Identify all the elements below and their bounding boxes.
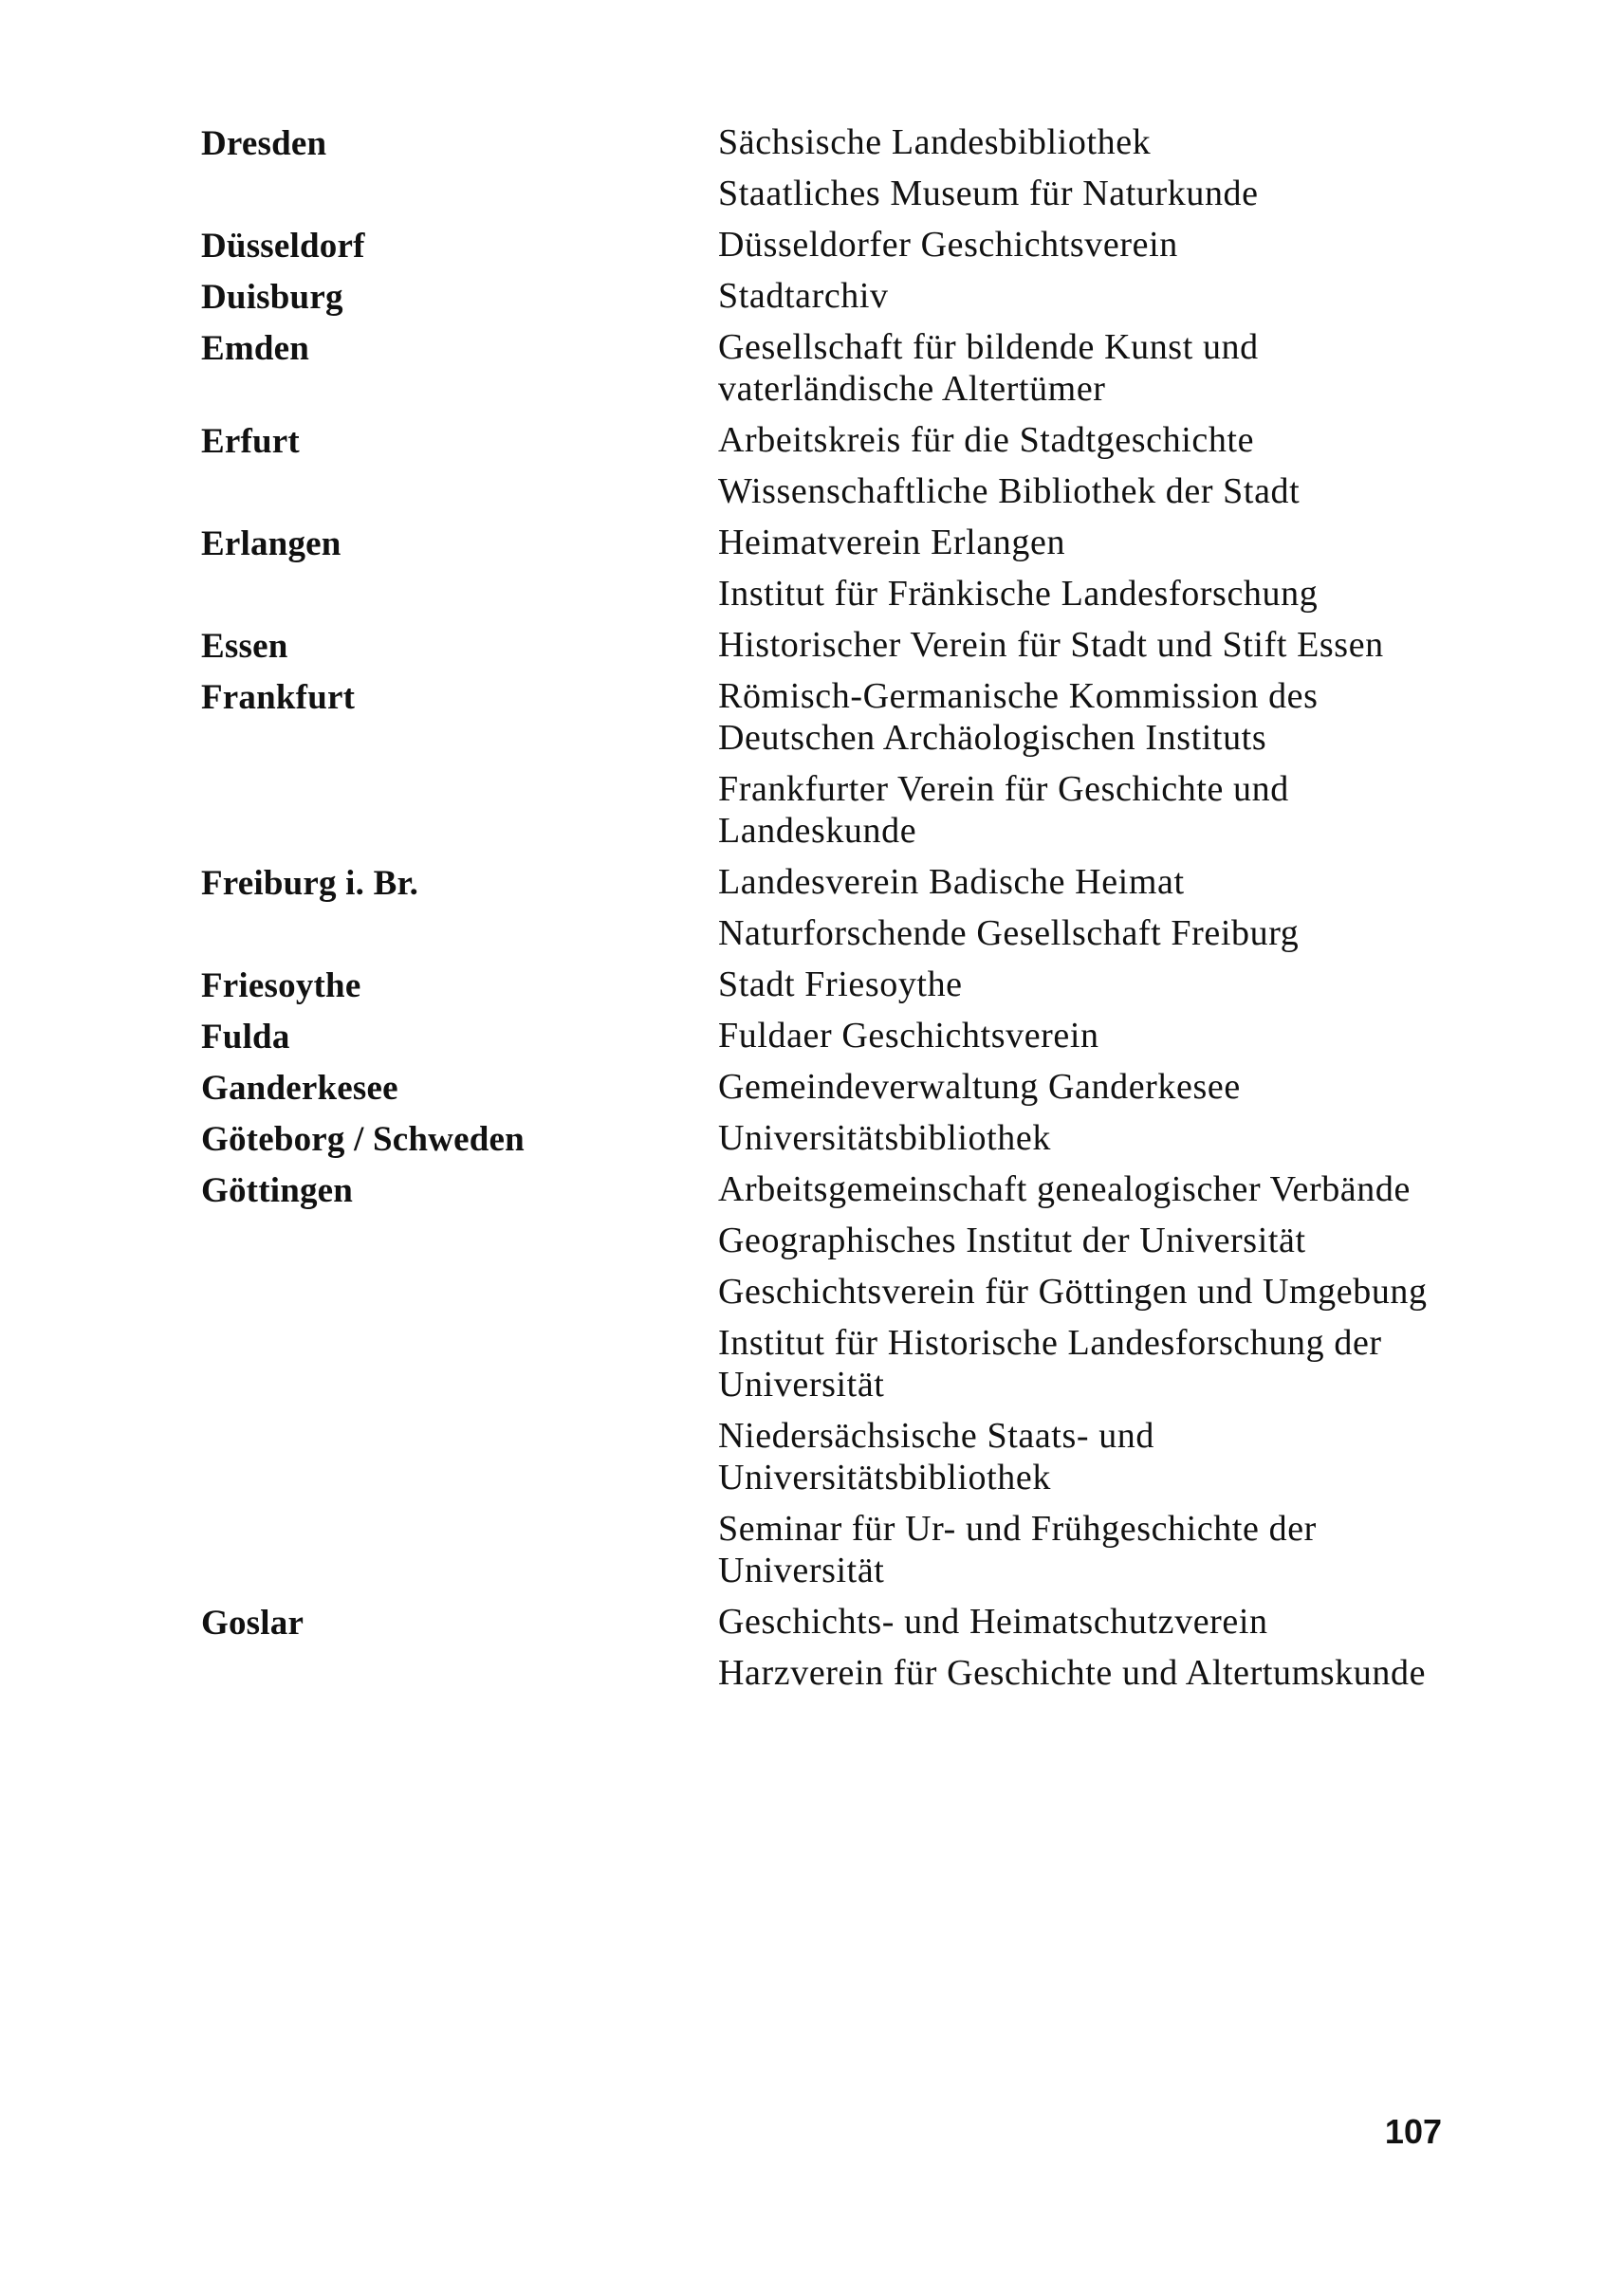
institution-list [718,675,1444,861]
city-name: Erfurt [201,422,300,461]
institution-name: Düsseldorfer Geschichtsverein [718,225,1178,265]
page-number: 107 [1384,2112,1442,2151]
directory-entry [201,326,1444,419]
institution-name: Gemeindeverwaltung Ganderkesee [718,1067,1241,1107]
institution-name: Heimatverein Erlangen [718,523,1066,562]
institution-name: Universitätsbibliothek [718,1118,1051,1158]
institution-list [718,1066,1444,1117]
city-name: Göttingen [201,1171,354,1210]
directory-entry [201,675,1444,861]
institution-name: Harzverein für Geschichte und Altertumskunde [718,1653,1427,1693]
institution-name: Seminar für Ur- und Frühgeschichte der Universität [718,1509,1317,1590]
directory-entry [201,419,1444,522]
institution-name: Geographisches Institut der Universität [718,1221,1306,1260]
directory-entry [201,121,1444,224]
institution-name: Staatliches Museum für Naturkunde [718,174,1259,213]
city-name: Erlangen [201,524,341,563]
directory-entry [201,861,1444,964]
institution-directory [201,121,1444,1703]
directory-entry [201,224,1444,275]
institution-list [718,419,1444,522]
directory-entry [201,624,1444,675]
institution-list [718,1601,1444,1703]
city-name: Freiburg i. Br. [201,864,419,903]
institution-list [718,121,1444,224]
institution-name: Römisch-Germanische Kommission des Deutschen Archäologischen Instituts [718,676,1319,758]
institution-name: Geschichtsverein für Göttingen und Umgebung [718,1272,1428,1312]
institution-list [718,275,1444,326]
institution-list [718,861,1444,964]
institution-list [718,1168,1444,1601]
institution-name: Landesverein Badische Heimat [718,862,1185,902]
institution-name: Fuldaer Geschichtsverein [718,1016,1099,1056]
city-name: Ganderkesee [201,1069,398,1108]
directory-entry [201,275,1444,326]
institution-name: Historischer Verein für Stadt und Stift Essen [718,625,1384,665]
institution-name: Institut für Fränkische Landesforschung [718,574,1319,614]
directory-entry [201,1066,1444,1117]
directory-entry [201,1601,1444,1703]
institution-list [718,1015,1444,1066]
institution-name: Institut für Historische Landesforschung der Universität [718,1323,1382,1405]
institution-name: Frankfurter Verein für Geschichte und Landeskunde [718,769,1289,851]
institution-list [718,964,1444,1015]
city-name: Goslar [201,1604,304,1643]
city-name: Fulda [201,1018,290,1056]
directory-entry [201,1015,1444,1066]
institution-name: Stadt Friesoythe [718,964,963,1004]
institution-name: Geschichts- und Heimatschutzverein [718,1602,1268,1642]
directory-entry [201,522,1444,624]
institution-list [718,1117,1444,1168]
institution-name: Stadtarchiv [718,276,889,316]
institution-list [718,224,1444,275]
city-name: Düsseldorf [201,227,365,266]
city-name: Friesoythe [201,966,361,1005]
directory-entry [201,1168,1444,1601]
institution-name: Gesellschaft für bildende Kunst und vaterländische Altertümer [718,327,1259,409]
institution-name: Sächsische Landesbibliothek [718,122,1152,162]
institution-name: Arbeitsgemeinschaft genealogischer Verbände [718,1169,1411,1209]
city-name: Duisburg [201,278,343,317]
institution-list [718,326,1444,419]
city-name: Emden [201,329,310,368]
institution-list [718,522,1444,624]
city-name: Dresden [201,124,327,163]
city-name: Frankfurt [201,678,356,717]
city-name: Essen [201,627,288,666]
institution-name: Niedersächsische Staats- und Universitätsbibliothek [718,1416,1154,1497]
institution-name: Arbeitskreis für die Stadtgeschichte [718,420,1255,460]
directory-entry [201,964,1444,1015]
directory-entry [201,1117,1444,1168]
institution-list [718,624,1444,675]
city-name: Göteborg / Schweden [201,1120,525,1159]
institution-name: Wissenschaftliche Bibliothek der Stadt [718,471,1301,511]
institution-name: Naturforschende Gesellschaft Freiburg [718,913,1300,953]
